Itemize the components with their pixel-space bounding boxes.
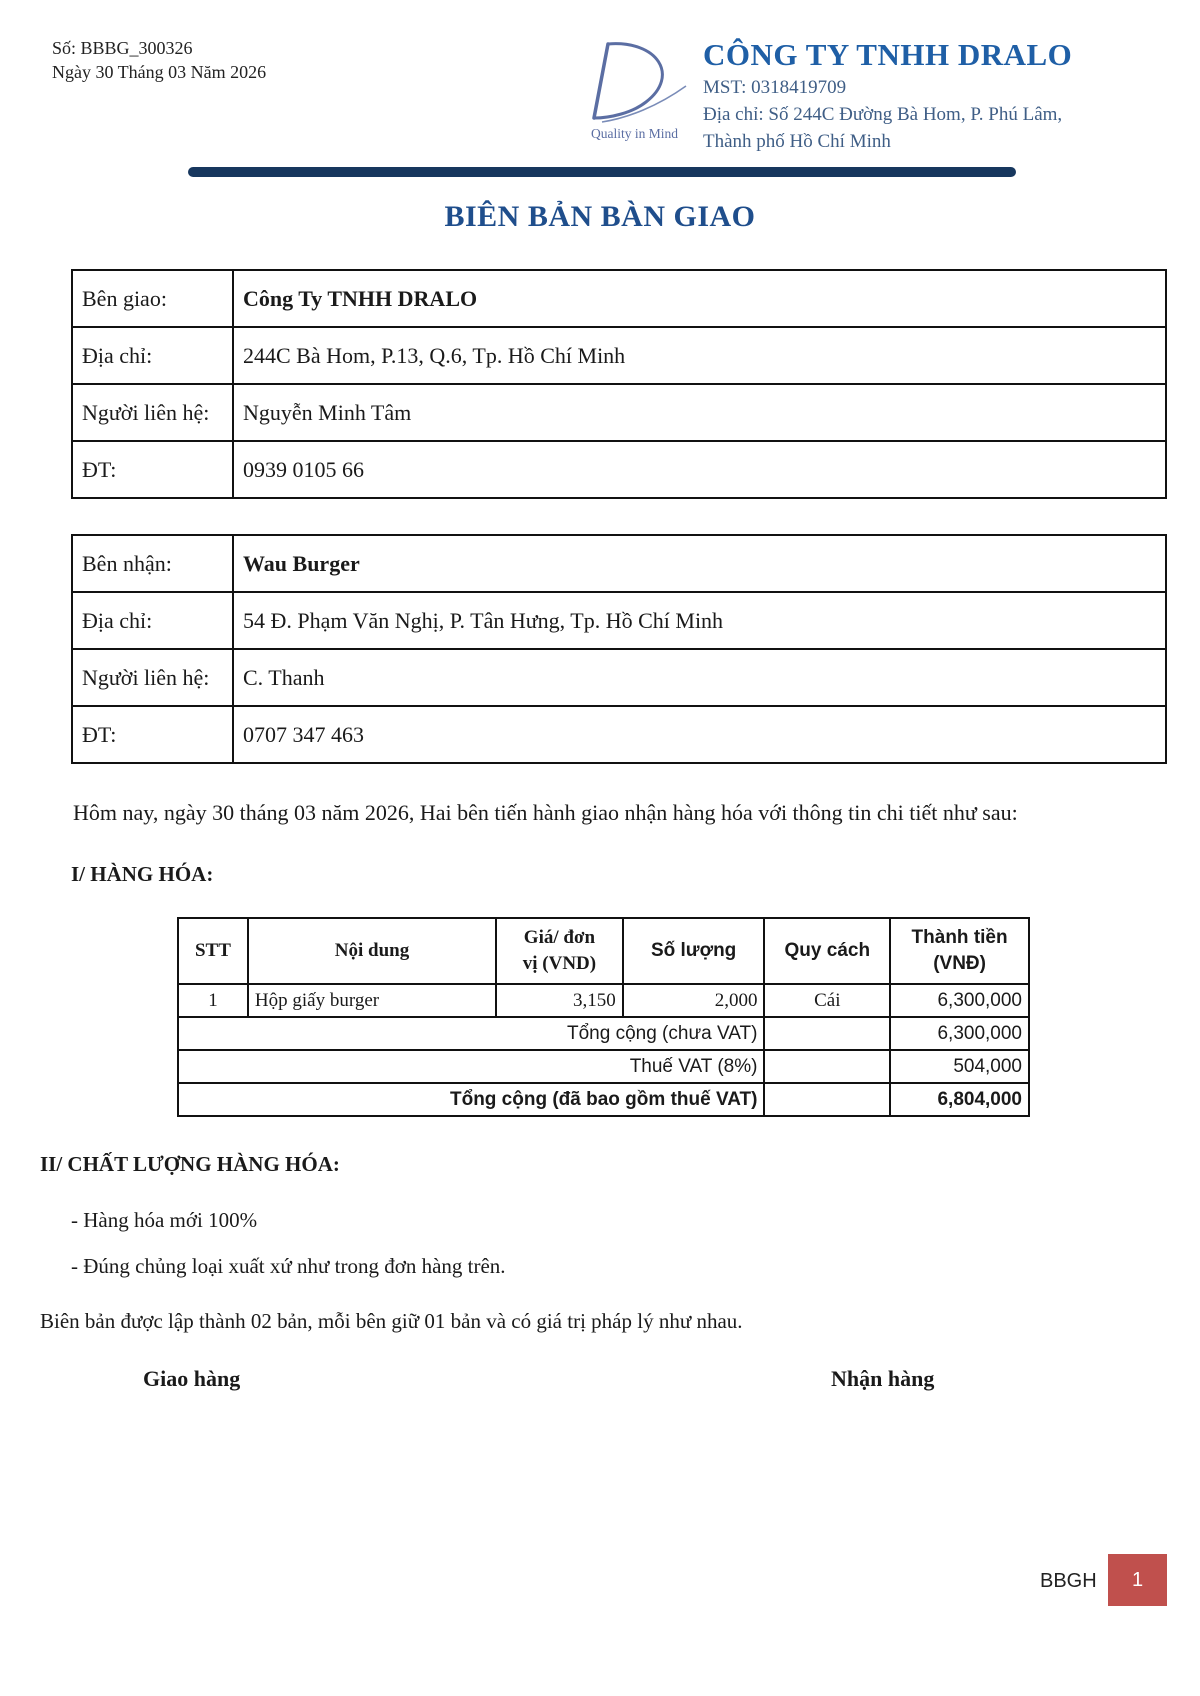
sender-phone: 0939 0105 66 <box>233 441 1166 498</box>
row-content: Hộp giấy burger <box>248 984 496 1017</box>
vat-spacer <box>764 1050 890 1083</box>
company-name: CÔNG TY TNHH DRALO <box>703 37 1073 72</box>
header-amount: Thành tiền (VNĐ) <box>890 918 1029 984</box>
row-unit-price: 3,150 <box>496 984 623 1017</box>
company-logo <box>588 36 690 146</box>
receiver-contact-label: Người liên hệ: <box>72 649 233 706</box>
vat-label: Thuế VAT (8%) <box>178 1050 764 1083</box>
sender-phone-label: ĐT: <box>72 441 233 498</box>
header-stt: STT <box>178 918 248 984</box>
sender-contact-row <box>72 384 1166 441</box>
receiver-address-label: Địa chỉ: <box>72 592 233 649</box>
quality-heading: II/ CHẤT LƯỢNG HÀNG HÓA: <box>40 1152 340 1176</box>
sender-address: 244C Bà Hom, P.13, Q.6, Tp. Hồ Chí Minh <box>233 327 1166 384</box>
receiver-row <box>72 535 1166 592</box>
total-spacer <box>764 1083 890 1116</box>
receiver-table <box>71 534 1167 764</box>
vat-value: 504,000 <box>890 1050 1029 1083</box>
receiver-label: Bên nhận: <box>72 535 233 592</box>
receiver-address: 54 Đ. Phạm Văn Nghị, P. Tân Hưng, Tp. Hồ Chí Minh <box>233 592 1166 649</box>
total-label: Tổng cộng (đã bao gồm thuế VAT) <box>178 1083 764 1116</box>
document-info <box>52 36 266 84</box>
document-date: Ngày 30 Tháng 03 Năm 2026 <box>52 62 267 82</box>
subtotal-value: 6,300,000 <box>890 1017 1029 1050</box>
receiver-contact-row <box>72 649 1166 706</box>
signature-sender: Giao hàng <box>143 1366 241 1391</box>
sender-name: Công Ty TNHH DRALO <box>233 270 1166 327</box>
row-stt: 1 <box>178 984 248 1017</box>
company-address-line1: Địa chỉ: Số 244C Đường Bà Hom, P. Phú Lâm, <box>703 104 1063 125</box>
receiver-phone-row <box>72 706 1166 763</box>
sender-row <box>72 270 1166 327</box>
company-tax-id: MST: 0318419709 <box>703 77 847 98</box>
sender-address-label: Địa chỉ: <box>72 327 233 384</box>
svg-text:Quality in Mind: Quality in Mind <box>591 126 678 141</box>
footer-label: BBGH <box>1040 1570 1097 1592</box>
subtotal-spacer <box>764 1017 890 1050</box>
signature-receiver: Nhận hàng <box>831 1366 935 1391</box>
goods-table <box>177 917 1030 1117</box>
header-content: Nội dung <box>248 918 496 984</box>
quality-item-2: - Đúng chủng loại xuất xứ như trong đơn hàng trên. <box>71 1254 506 1278</box>
company-block <box>703 36 1072 155</box>
total-row <box>178 1083 1029 1116</box>
page-number: 1 <box>1108 1554 1167 1606</box>
subtotal-row <box>178 1017 1029 1050</box>
goods-heading: I/ HÀNG HÓA: <box>71 862 214 886</box>
company-address-line2: Thành phố Hồ Chí Minh <box>703 131 891 152</box>
sender-phone-row <box>72 441 1166 498</box>
sender-contact-label: Người liên hệ: <box>72 384 233 441</box>
receiver-name: Wau Burger <box>233 535 1166 592</box>
header-divider <box>188 167 1016 177</box>
receiver-contact: C. Thanh <box>233 649 1166 706</box>
receiver-phone: 0707 347 463 <box>233 706 1166 763</box>
sender-address-row <box>72 327 1166 384</box>
header-spec: Quy cách <box>764 918 890 984</box>
document-title: BIÊN BẢN BÀN GIAO <box>444 200 756 233</box>
header-unit-price: Giá/ đơn vị (VND) <box>496 918 623 984</box>
document-number: Số: BBBG_300326 <box>52 38 193 58</box>
quality-item-1: - Hàng hóa mới 100% <box>71 1208 258 1232</box>
closing-text: Biên bản được lập thành 02 bản, mỗi bên giữ 01 bản và có giá trị pháp lý như nhau. <box>40 1309 743 1333</box>
row-quantity: 2,000 <box>623 984 765 1017</box>
sender-table <box>71 269 1167 499</box>
subtotal-label: Tổng cộng (chưa VAT) <box>178 1017 764 1050</box>
vat-row <box>178 1050 1029 1083</box>
sender-label: Bên giao: <box>72 270 233 327</box>
receiver-address-row <box>72 592 1166 649</box>
receiver-phone-label: ĐT: <box>72 706 233 763</box>
sender-contact: Nguyễn Minh Tâm <box>233 384 1166 441</box>
row-amount: 6,300,000 <box>890 984 1029 1017</box>
goods-header-row <box>178 918 1029 984</box>
total-value: 6,804,000 <box>890 1083 1029 1116</box>
table-row <box>178 984 1029 1017</box>
header-quantity: Số lượng <box>623 918 765 984</box>
intro-text: Hôm nay, ngày 30 tháng 03 năm 2026, Hai bên tiến hành giao nhận hàng hóa với thông tin chi tiết như sau: <box>73 800 1018 825</box>
logo-d-mark-icon <box>588 36 690 146</box>
row-spec: Cái <box>764 984 890 1017</box>
